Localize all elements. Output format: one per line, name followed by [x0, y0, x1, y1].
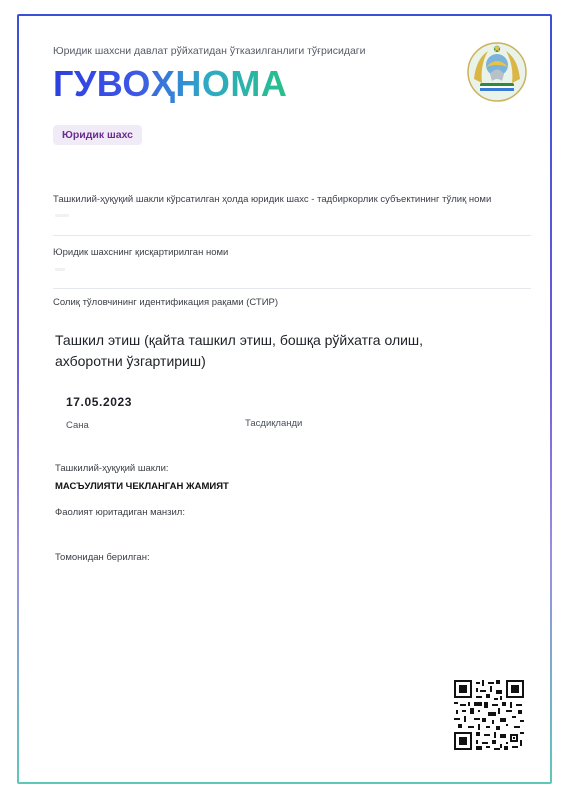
full-name-label: Ташкилий-ҳуқуқий шакли кўрсатилган ҳолда юридик шахс - тадбиркорлик субъектининг тўлиқ номи [53, 194, 492, 205]
registration-heading: Ташкил этиш (қайта ташкил этиш, бошқа рўйхатга олиш, ахборотни ўзгартириш) [55, 332, 424, 369]
registration-date: 17.05.2023 [66, 395, 133, 409]
certificate-title: ГУВОҲНОМА [53, 63, 288, 104]
tin-label: Солиқ тўловчининг идентификация рақами (СТИР) [53, 297, 279, 308]
issued-by-label: Томонидан берилган: [55, 552, 150, 563]
address-label: Фаолият юритадиган манзил: [55, 507, 185, 518]
registration-status: Тасдиқланди [245, 418, 303, 429]
date-label: Сана [66, 420, 89, 431]
short-name-label: Юридик шахснинг қисқартирилган номи [53, 247, 229, 258]
state-emblem-icon [466, 41, 528, 103]
qr-code-icon [452, 678, 526, 752]
divider [53, 235, 531, 236]
legal-form-value: МАСЪУЛИЯТИ ЧЕКЛАНГАН ЖАМИЯТ [55, 481, 229, 492]
short-name-value [55, 268, 65, 271]
certificate-subtitle: Юридик шахсни давлат рўйхатидан ўтказилганлиги тўғрисидаги [53, 45, 366, 57]
entity-type-badge: Юридик шахс [53, 125, 142, 145]
divider [53, 288, 531, 289]
legal-form-label: Ташкилий-ҳуқуқий шакли: [55, 463, 169, 474]
full-name-value [55, 214, 69, 217]
